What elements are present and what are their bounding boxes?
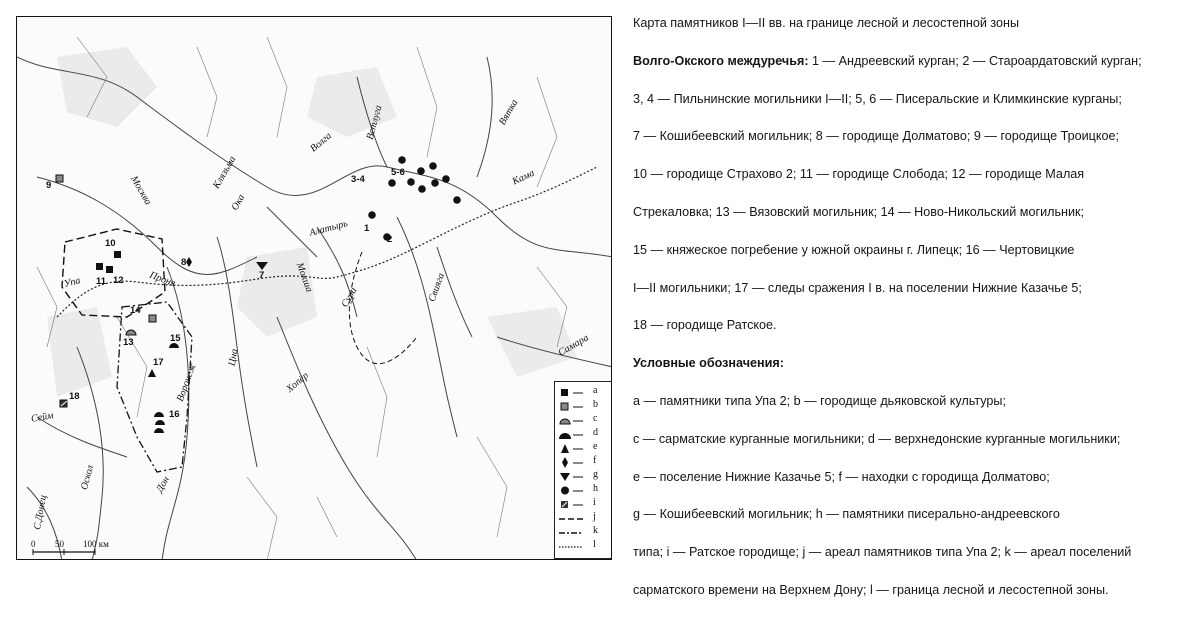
- scale-ruler: [25, 539, 135, 557]
- river-label-sviyaga: Свияга: [426, 271, 448, 304]
- caption-legend-k-l: сарматского времени на Верхнем Дону; l — граница лесной и лесостепной зоны.: [633, 582, 1109, 597]
- legend-row-l: [555, 540, 612, 553]
- scale-label-50: 50: [55, 539, 64, 549]
- map-panel: [16, 16, 612, 560]
- legend-row-j: [555, 512, 612, 525]
- site-label-9: 9: [46, 180, 52, 191]
- site-16-marker-1: [154, 412, 164, 417]
- legend-row-a: [555, 386, 612, 399]
- river-label-pronya: Проня: [147, 269, 177, 290]
- site-8-marker: [186, 257, 192, 267]
- legend-letter-d: d: [593, 427, 598, 438]
- pisseral-sites: [368, 156, 461, 241]
- caption-legend-c-d: c — сарматские курганные могильники; d — верхнедонские курганные могильники;: [633, 431, 1121, 446]
- river-label-seim: Сейм: [30, 410, 55, 425]
- caption-sites-3-6: 3, 4 — Пильнинские могильники I—II; 5, 6 — Писеральские и Климкинские курганы;: [633, 91, 1122, 106]
- caption-legend-g-h: g — Кошибеевский могильник; h — памятники писерально-андреевского: [633, 507, 1060, 522]
- legend-symbol-f: [559, 456, 583, 469]
- legend-symbol-c: [559, 414, 583, 427]
- legend-row-e: [555, 442, 612, 455]
- river-label-samara: Самара: [556, 332, 591, 359]
- sura-dashed-line: [349, 252, 417, 364]
- river-label-tsna: Цна: [226, 348, 241, 367]
- river-label-s-donets: С.Донец: [32, 494, 49, 531]
- site-label-15: 15: [170, 333, 181, 344]
- legend-row-d: [555, 428, 612, 441]
- site-13-marker: [126, 330, 136, 335]
- site-label-14: 14: [130, 305, 141, 316]
- caption-legend-h-k: типа; i — Ратское городище; j — ареал памятников типа Упа 2; k — ареал поселений: [633, 545, 1132, 560]
- site-9-marker: [56, 175, 63, 182]
- site-14-marker: [149, 315, 156, 322]
- legend-symbol-e: [559, 442, 583, 455]
- site-16-marker-3: [154, 428, 164, 433]
- caption-sites-12-14: Стрекаловка; 13 — Вязовский могильник; 14 — Ново-Никольский могильник;: [633, 204, 1085, 219]
- river-label-upa: Упа: [62, 275, 82, 290]
- river-label-vetluga: Ветлуга: [364, 104, 385, 141]
- map-caption: [633, 14, 1193, 619]
- river-label-khoper: Хопёр: [284, 370, 311, 395]
- site-label-5-6: 5-6: [391, 167, 405, 178]
- river-label-oskol: Оскол: [78, 463, 97, 492]
- caption-legend-heading: Условные обозначения:: [633, 356, 784, 371]
- caption-sites-15-16: 15 — княжеское погребение у южной окраины г. Липецк; 16 — Чертовицкие: [633, 242, 1075, 257]
- site-label-18: 18: [69, 391, 80, 402]
- site-label-1: 1: [364, 223, 370, 234]
- caption-sites-7-9: 7 — Кошибеевский могильник; 8 — городище Долматово; 9 — городище Троицкое;: [633, 129, 1119, 144]
- legend-symbol-b: [559, 400, 583, 413]
- legend-letter-e: e: [593, 441, 598, 452]
- legend-symbol-g: [559, 470, 583, 483]
- site-label-8: 8: [181, 257, 187, 268]
- legend-row-i: [555, 498, 612, 511]
- legend-symbol-d: [559, 428, 583, 441]
- legend-letter-k: k: [593, 525, 598, 536]
- legend-letter-i: i: [593, 497, 596, 508]
- river-label-oka: Ока: [229, 192, 248, 213]
- site-label-3-4: 3-4: [351, 174, 365, 185]
- caption-sites-16-17: I—II могильники; 17 — следы сражения I в. на поселении Нижние Казачье 5;: [633, 280, 1082, 295]
- legend-row-c: [555, 414, 612, 427]
- caption-sites-10-12: 10 — городище Страхово 2; 11 — городище Слобода; 12 — городище Малая: [633, 167, 1085, 182]
- caption-title-region: Волго-Окского междуречья:: [633, 53, 809, 68]
- legend-letter-a: a: [593, 385, 598, 396]
- map-legend: [554, 381, 612, 559]
- legend-symbol-a: [559, 386, 583, 399]
- legend-symbol-i: [559, 498, 583, 511]
- legend-symbol-j: [559, 512, 583, 525]
- river-label-don: Дон: [154, 474, 173, 495]
- site-label-11: 11: [96, 276, 107, 287]
- caption-sites-1-2: 1 — Андреевский курган; 2 — Староардатовский курган;: [808, 53, 1142, 68]
- site-label-10: 10: [105, 238, 116, 249]
- site-label-12: 12: [113, 275, 124, 286]
- caption-legend-e-f: e — поселение Нижние Казачье 5; f — находки с городища Долматово;: [633, 469, 1050, 484]
- scale-label-100: 100 км: [83, 539, 109, 549]
- site-label-16: 16: [169, 409, 180, 420]
- legend-row-f: [555, 456, 612, 469]
- legend-symbol-k: [559, 526, 583, 539]
- river-label-kama: Кама: [510, 167, 537, 188]
- site-label-17: 17: [153, 357, 164, 368]
- caption-title: Карта памятников I—II вв. на границе лесной и лесостепной зоны: [633, 16, 1020, 30]
- site-12-marker: [106, 266, 113, 273]
- map-base: [17, 17, 612, 560]
- site-16-marker-2: [155, 420, 165, 425]
- legend-letter-b: b: [593, 399, 598, 410]
- legend-row-g: [555, 470, 612, 483]
- river-label-voronezh: Воронеж: [174, 362, 199, 403]
- caption-legend-a-b: a — памятники типа Упа 2; b — городище дьяковской культуры;: [633, 393, 1006, 408]
- river-label-klyazma: Клязьма: [211, 154, 239, 191]
- legend-row-k: [555, 526, 612, 539]
- site-17-marker: [148, 369, 156, 377]
- legend-letter-g: g: [593, 469, 598, 480]
- caption-site-18: 18 — городище Ратское.: [633, 318, 777, 333]
- site-10-marker: [114, 251, 121, 258]
- legend-letter-f: f: [593, 455, 597, 466]
- legend-symbol-h: [559, 484, 583, 497]
- caption-line-2: [633, 52, 1193, 90]
- legend-letter-h: h: [593, 483, 598, 494]
- river-label-moskva: Москва: [128, 174, 154, 207]
- scale-label-0: 0: [31, 539, 36, 549]
- river-label-alatyr: Алатырь: [308, 218, 349, 239]
- legend-symbol-l: [559, 540, 583, 553]
- site-label-2: 2: [387, 234, 393, 245]
- river-label-sura: Сура: [339, 285, 360, 310]
- river-label-moksha: Мокша: [293, 261, 315, 294]
- river-label-volga: Волга: [308, 130, 334, 155]
- river-label-vyatka: Вятка: [497, 97, 521, 128]
- legend-letter-j: j: [593, 511, 596, 522]
- site-label-13: 13: [123, 337, 134, 348]
- site-label-7: 7: [259, 270, 265, 281]
- scale-bar: [25, 539, 135, 557]
- site-11-marker: [96, 263, 103, 270]
- legend-letter-l: l: [593, 539, 596, 550]
- legend-letter-c: c: [593, 413, 598, 424]
- legend-row-b: [555, 400, 612, 413]
- legend-row-h: [555, 484, 612, 497]
